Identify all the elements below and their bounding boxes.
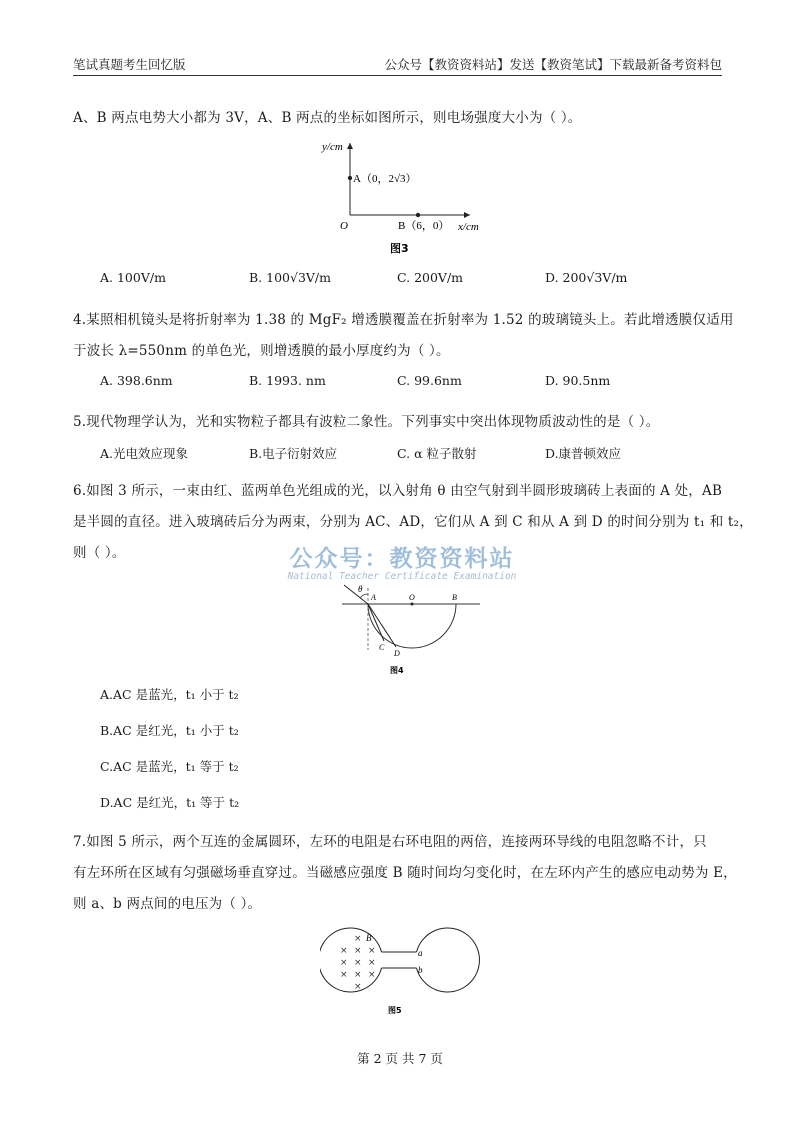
q6-line-2: 是半圆的直径。进入玻璃砖后分为两束，分别为 AC、AD，它们从 A 到 C 和从 A 到 D 的时间分别为 t₁ 和 t₂，	[73, 514, 753, 530]
q4-line-2: 于波长 λ=550nm 的单色光，则增透膜的最小厚度约为（ ）。	[73, 343, 450, 359]
theta-arc	[360, 594, 368, 598]
watermark	[262, 540, 542, 582]
theta-label: θ	[358, 584, 363, 594]
figure-caption: 图3	[390, 242, 409, 255]
q6-option-a[interactable]: A.AC 是蓝光，t₁ 小于 t₂	[100, 687, 239, 702]
b-field-label: B	[366, 933, 372, 943]
svg-text:×: ×	[340, 946, 348, 956]
svg-text:×: ×	[354, 982, 362, 992]
q3-option-c[interactable]: C. 200V/m	[397, 270, 464, 285]
point-o-label: O	[409, 593, 415, 602]
point-a-label: A	[371, 593, 376, 602]
x-axis-label: x/cm	[458, 221, 479, 233]
svg-text:×: ×	[340, 970, 348, 980]
svg-text:×: ×	[368, 946, 376, 956]
center-point	[411, 603, 414, 606]
q4-option-a[interactable]: A. 398.6nm	[100, 373, 173, 388]
q3-figure	[300, 135, 500, 260]
point-b	[416, 213, 420, 217]
q3-option-d[interactable]: D. 200√3V/m	[545, 270, 628, 285]
q6-option-b[interactable]: B.AC 是红光，t₁ 小于 t₂	[100, 723, 239, 738]
watermark-main: 公众号：教资资料站	[289, 546, 515, 572]
q3-option-a[interactable]: A. 100V/m	[100, 270, 166, 285]
point-b-label: B（6，0）	[398, 220, 450, 232]
svg-text:×: ×	[368, 970, 376, 980]
svg-text:×: ×	[354, 946, 362, 956]
q5-option-c[interactable]: C. α 粒子散射	[397, 446, 477, 461]
q7-figure	[320, 925, 480, 1020]
svg-text:×: ×	[354, 970, 362, 980]
q5-option-d[interactable]: D.康普顿效应	[545, 446, 622, 461]
watermark-sub: National Teacher Certificate Examination	[287, 571, 517, 582]
ray-ad	[368, 604, 396, 647]
svg-text:×: ×	[354, 934, 362, 944]
q7-line-2: 有左环所在区域有匀强磁场垂直穿过。当磁感应强度 B 随时间均匀变化时，在左环内产生的感应电动势为 E，	[73, 865, 737, 881]
point-b-label: B	[452, 593, 457, 602]
header-divider	[73, 75, 722, 76]
point-a	[348, 176, 352, 180]
q3-stem: A、B 两点电势大小都为 3V，A、B 两点的坐标如图所示，则电场强度大小为（ ）。	[73, 110, 582, 126]
point-c-label: C	[379, 643, 385, 652]
q5-stem: 5.现代物理学认为，光和实物粒子都具有波粒二象性。下列事实中突出体现物质波动性的是（ ）。	[73, 414, 660, 430]
svg-text:×: ×	[354, 958, 362, 968]
header-right: 公众号【教资资料站】发送【教资笔试】下载最新备考资料包	[384, 57, 722, 72]
q3-option-b[interactable]: B. 100√3V/m	[249, 270, 332, 285]
svg-text:×: ×	[368, 958, 376, 968]
ray-ac	[368, 604, 384, 641]
q4-line-1: 4.某照相机镜头是将折射率为 1.38 的 MgF₂ 增透膜覆盖在折射率为 1.52 的玻璃镜头上。若此增透膜仅适用	[73, 312, 734, 328]
figure-caption: 图5	[388, 1006, 402, 1015]
page-number: 第 2 页 共 7 页	[357, 1051, 443, 1066]
q5-option-b[interactable]: B.电子衍射效应	[249, 446, 338, 461]
origin-label: O	[340, 220, 348, 232]
header-left: 笔试真题考生回忆版	[73, 57, 186, 72]
y-axis-label: y/cm	[322, 141, 343, 153]
point-a-label: a	[418, 948, 423, 958]
q4-option-d[interactable]: D. 90.5nm	[545, 373, 611, 388]
q6-line-1: 6.如图 3 所示，一束由红、蓝两单色光组成的光，以入射角 θ 由空气射到半圆形玻璃砖上表面的 A 处，AB	[73, 483, 723, 499]
q6-figure	[320, 580, 490, 680]
figure-caption: 图4	[390, 666, 404, 675]
semicircle	[368, 604, 456, 648]
q4-option-c[interactable]: C. 99.6nm	[397, 373, 462, 388]
right-ring	[417, 928, 480, 992]
q6-option-d[interactable]: D.AC 是红光，t₁ 等于 t₂	[100, 795, 240, 810]
q4-option-b[interactable]: B. 1993. nm	[249, 373, 326, 388]
q6-option-c[interactable]: C.AC 是蓝光，t₁ 等于 t₂	[100, 759, 239, 774]
q7-line-3: 则 a、b 两点间的电压为（ ）。	[73, 896, 262, 912]
svg-text:×: ×	[340, 958, 348, 968]
point-b-label: b	[418, 965, 423, 975]
point-d-label: D	[394, 649, 400, 658]
point-a-label: A（0，2√3）	[353, 173, 417, 185]
q6-line-3: 则（ ）。	[73, 545, 126, 561]
q7-line-1: 7.如图 5 所示，两个互连的金属圆环，左环的电阻是右环电阻的两倍，连接两环导线的电阻忽略不计，只	[73, 834, 707, 850]
q5-option-a[interactable]: A.光电效应现象	[100, 446, 189, 461]
